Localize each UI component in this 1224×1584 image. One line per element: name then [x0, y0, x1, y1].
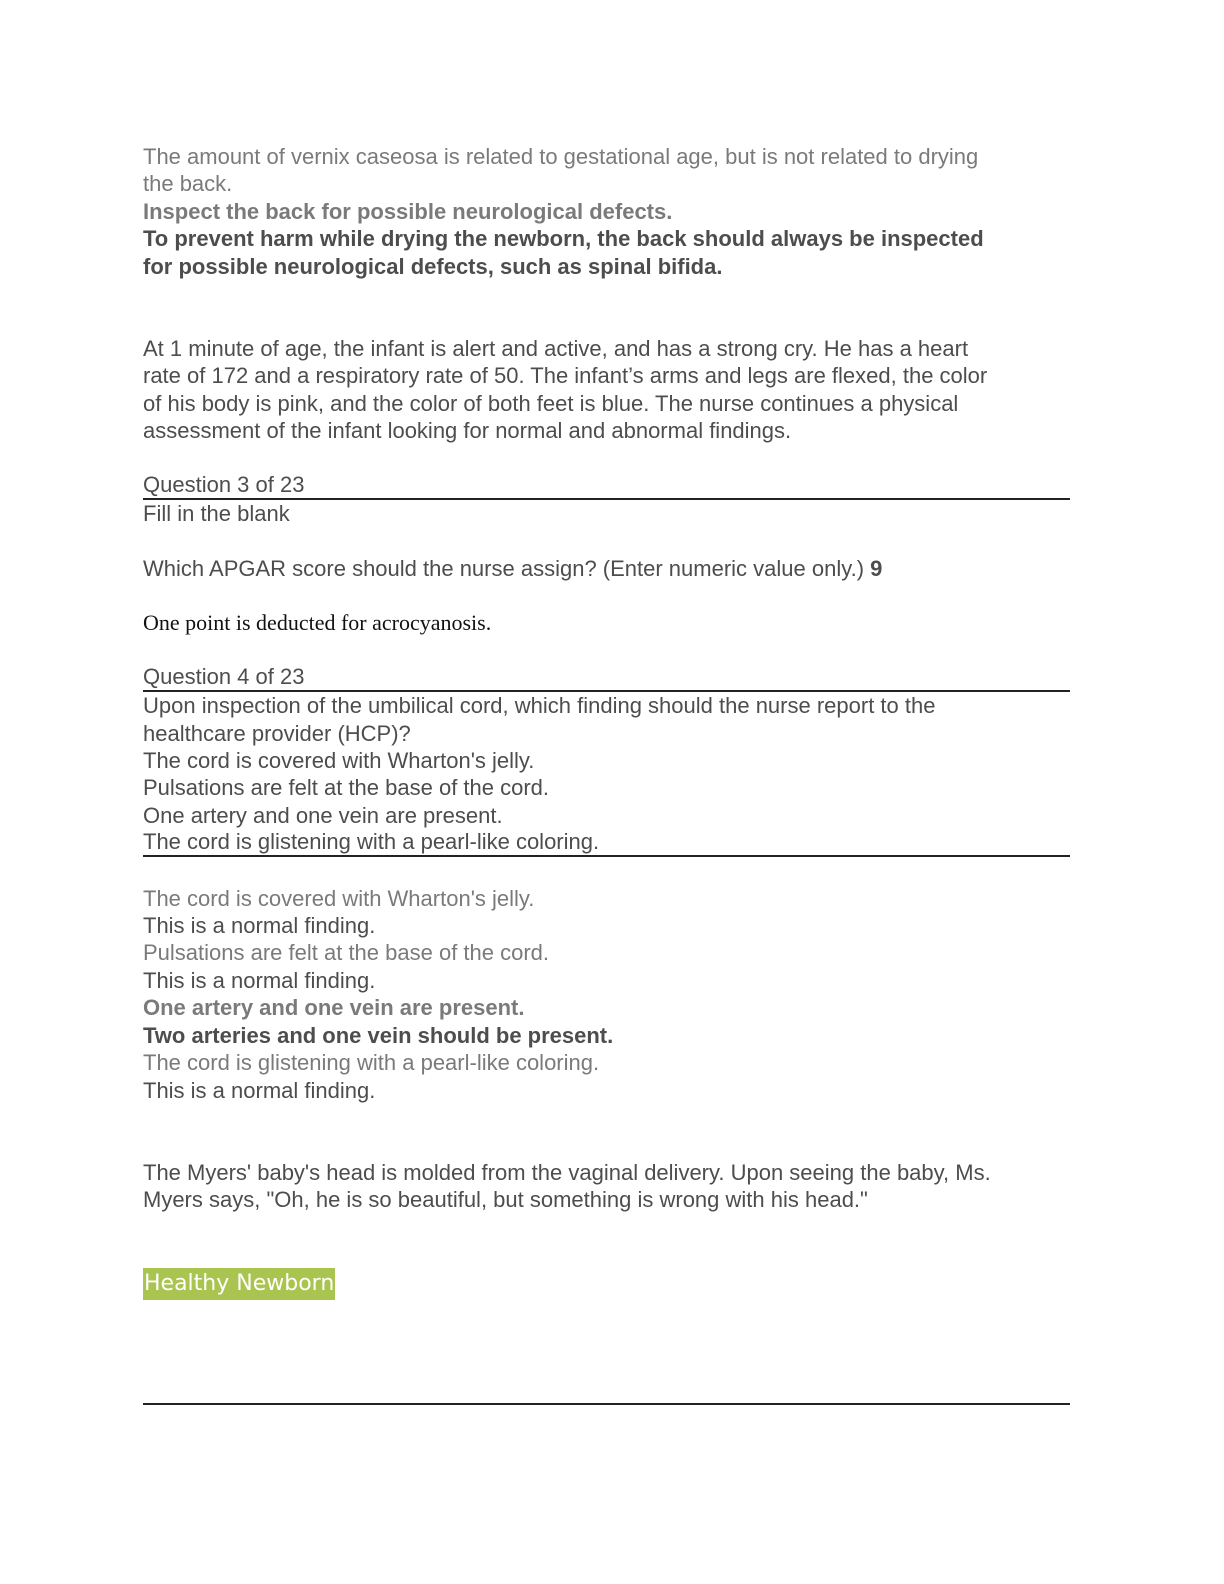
rationale-line: The amount of vernix caseosa is related to gestational age, but is not related to drying: [143, 144, 979, 169]
feedback-option: The cord is covered with Wharton's jelly.: [143, 885, 535, 911]
question-prompt-line: Upon inspection of the umbilical cord, which finding should the nurse report to the: [143, 693, 936, 719]
feedback-rationale: This is a normal finding.: [143, 1077, 376, 1103]
question-3: [143, 472, 1070, 637]
feedback-option: Pulsations are felt at the base of the cord.: [143, 940, 550, 966]
scenario-line: rate of 172 and a respiratory rate of 50. The infant’s arms and legs are flexed, the color: [143, 363, 988, 389]
question-prompt-text: Which APGAR score should the nurse assign? (Enter numeric value only.): [143, 555, 865, 581]
document-page: [143, 143, 1070, 1300]
feedback-rationale: This is a normal finding.: [143, 913, 376, 939]
correct-option: Inspect the back for possible neurological defects.: [143, 198, 673, 224]
question-4: [143, 664, 1070, 1104]
scenario-line: The Myers' baby's head is molded from the vaginal delivery. Upon seeing the baby, Ms.: [143, 1159, 991, 1185]
scenario-paragraph: [143, 335, 1070, 445]
feedback-rationale-correct: Two arteries and one vein should be present.: [143, 1022, 614, 1048]
answer-option: The cord is glistening with a pearl-like coloring.: [143, 829, 600, 855]
answer-option: One artery and one vein are present.: [143, 802, 503, 828]
scenario-line: Myers says, "Oh, he is so beautiful, but something is wrong with his head.": [143, 1187, 868, 1213]
correct-rationale-line: for possible neurological defects, such as spinal bifida.: [143, 253, 723, 279]
question-header: Question 4 of 23: [143, 664, 1070, 692]
question-prompt: [143, 555, 1070, 582]
answer-rationale: One point is deducted for acrocyanosis.: [143, 610, 492, 636]
scenario-paragraph: [143, 1159, 1070, 1214]
rationale-line: the back.: [143, 171, 233, 197]
correct-rationale-line: To prevent harm while drying the newborn, the back should always be inspected: [143, 226, 984, 252]
feedback-option: The cord is glistening with a pearl-like coloring.: [143, 1050, 600, 1076]
answer-options: [143, 747, 1070, 857]
scenario-line: of his body is pink, and the color of both feet is blue. The nurse continues a physical: [143, 390, 959, 416]
scenario-line: At 1 minute of age, the infant is alert and active, and has a strong cry. He has a heart: [143, 335, 969, 361]
feedback-option-correct: One artery and one vein are present.: [143, 995, 525, 1021]
answer-feedback: [143, 885, 1070, 1104]
scenario-line: assessment of the infant looking for normal and abnormal findings.: [143, 418, 792, 444]
question-header: Question 3 of 23: [143, 472, 1070, 500]
footer-divider: [143, 1403, 1070, 1405]
answer-option: The cord is covered with Wharton's jelly.: [143, 748, 535, 774]
question-type: Fill in the blank: [143, 500, 290, 526]
category-tag: Healthy Newborn: [143, 1268, 335, 1300]
rationale-block: [143, 143, 1070, 280]
feedback-rationale: This is a normal finding.: [143, 967, 376, 993]
answer-value: 9: [870, 555, 883, 581]
answer-option: Pulsations are felt at the base of the cord.: [143, 775, 550, 801]
question-prompt-line: healthcare provider (HCP)?: [143, 720, 411, 746]
